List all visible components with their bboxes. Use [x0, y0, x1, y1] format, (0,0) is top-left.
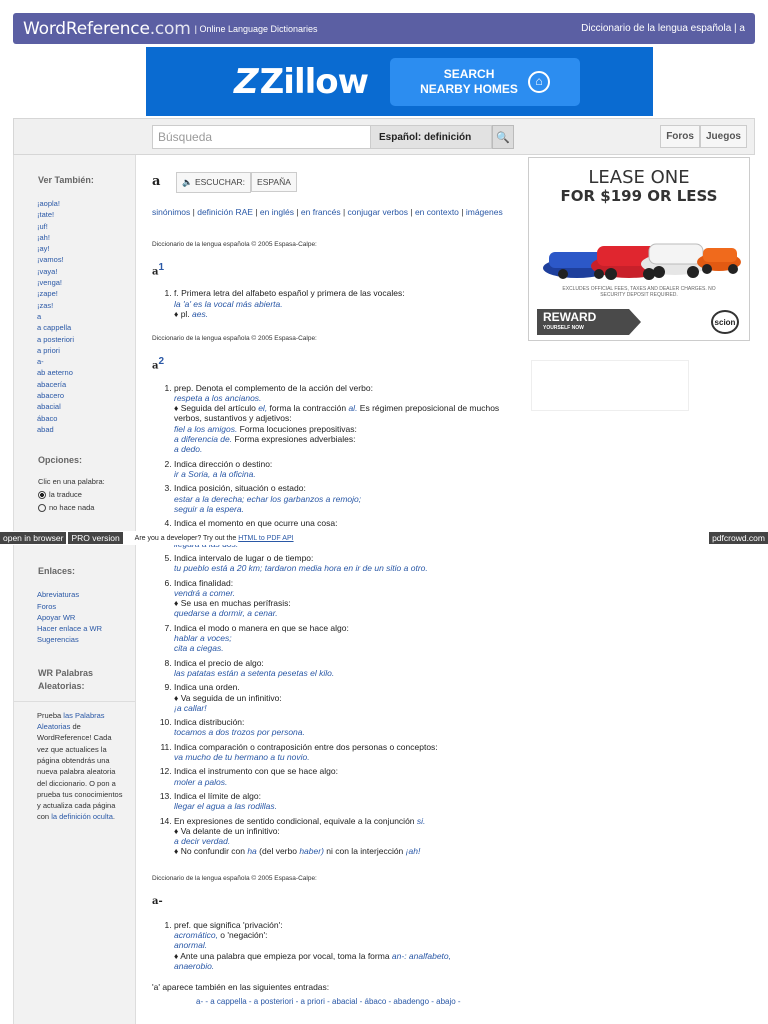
source-line: Diccionario de la lengua española © 2005 Espasa-Calpe:: [152, 335, 317, 343]
see-also-item[interactable]: [37, 243, 135, 254]
sidebar-link-item[interactable]: [37, 589, 135, 600]
see-also-item[interactable]: [37, 266, 135, 277]
see-also-item[interactable]: [37, 356, 135, 367]
entry-body: [152, 241, 514, 1006]
zillow-btn-line2: NEARBY HOMES: [420, 81, 518, 96]
sidebar-link[interactable]: Hacer enlace a WR: [37, 624, 103, 634]
links-list: [14, 589, 135, 645]
entry-links: sinónimos | definición RAE | en inglés | en francés | conjugar verbos | en contexto | imágenes: [152, 207, 503, 217]
see-also-link[interactable]: ab aeterno: [37, 368, 73, 378]
top-bar: [13, 13, 755, 44]
see-also-link[interactable]: ¡tate!: [37, 210, 55, 220]
sidebar-link[interactable]: Apoyar WR: [37, 612, 76, 622]
definition: 13. Indica el límite de algo: llegar el agua a las rodillas.: [174, 791, 514, 812]
reward-sub: YOURSELF NOW: [543, 325, 584, 331]
definition: 11. Indica comparación o contraposición entre dos personas o conceptos: va mucho de tu hermano a tu novio.: [174, 742, 514, 763]
zillow-search-button[interactable]: [390, 58, 580, 106]
see-also-list: [14, 198, 135, 435]
headword-2: [152, 356, 514, 371]
hidden-definition-link[interactable]: la definición oculta: [51, 812, 113, 822]
see-also-link[interactable]: a cappella: [37, 323, 72, 333]
see-also-link[interactable]: abacería: [37, 379, 67, 389]
scion-fine-print: EXCLUDES OFFICIAL FEES, TAXES AND DEALER CHARGES. NO SECURITY DEPOSIT REQUIRED.: [562, 286, 716, 298]
search-bar: [13, 118, 755, 155]
divider: [14, 701, 135, 702]
top-tabs: [660, 125, 747, 148]
random-words-link[interactable]: las Palabras Aleatorias: [37, 710, 105, 732]
search-icon: 🔍: [496, 131, 510, 144]
options-heading: Opciones:: [38, 455, 83, 466]
see-also-link[interactable]: abacero: [37, 391, 65, 401]
sidebar-link-item[interactable]: [37, 623, 135, 634]
site-logo[interactable]: [23, 19, 191, 39]
option-translate-label: la traduce: [49, 490, 82, 500]
see-also-item[interactable]: [37, 413, 135, 424]
definition: 7. Indica el modo o manera en que se hace algo: hablar a voces; cita a ciegas.: [174, 623, 514, 654]
see-also-item[interactable]: [37, 288, 135, 299]
scion-ad[interactable]: [528, 157, 750, 341]
see-also-link[interactable]: a posteriori: [37, 334, 75, 344]
definition: 14. En expresiones de sentido condicional, equivale a la conjunción si. ♦ Va delante de un infinitivo: a decir verdad. ♦ No confundir con ha (del verbo haber) ni con la interjección ¡ah!: [174, 816, 514, 857]
search-input[interactable]: Búsqueda: [152, 125, 378, 149]
see-also-link[interactable]: ¡vaya!: [37, 266, 58, 276]
link-rae[interactable]: definición RAE: [197, 207, 253, 217]
also-appears: 'a' aparece también en las siguientes entradas:: [152, 982, 330, 993]
reward-button[interactable]: [537, 309, 629, 335]
see-also-item[interactable]: [37, 254, 135, 265]
pro-version-button[interactable]: PRO version: [68, 532, 122, 544]
see-also-item[interactable]: [37, 198, 135, 209]
see-also-item[interactable]: [37, 232, 135, 243]
source-line: Diccionario de la lengua española © 2005 Espasa-Calpe:: [152, 241, 317, 248]
definition: 9. Indica una orden. ♦ Va seguida de un infinitivo: ¡a callar!: [174, 682, 514, 713]
see-also-link[interactable]: a-: [37, 357, 44, 367]
definition: 8. Indica el precio de algo: las patatas están a setenta pesetas el kilo.: [174, 658, 514, 679]
html-to-pdf-link[interactable]: HTML to PDF API: [238, 534, 294, 542]
random-text-1: Prueba: [37, 710, 64, 720]
link-conjugate[interactable]: conjugar verbos: [347, 207, 409, 217]
see-also-link[interactable]: ¡zape!: [37, 289, 58, 299]
dictionary-select[interactable]: Español: definición: [370, 125, 492, 149]
see-also-link[interactable]: ¡uf!: [37, 221, 48, 231]
random-text-2: de WordReference! Cada vez que actualices la página obtendrás una nueva palabra aleatoria del diccionario. O pon a prueba tus conocimientos y actualiza cada página con: [37, 722, 123, 822]
see-also-link[interactable]: ¡ay!: [37, 244, 50, 254]
link-synonyms[interactable]: sinónimos: [152, 207, 191, 217]
page-title: Diccionario de la lengua española | a: [581, 23, 745, 34]
definition: 4. Indica el momento en que ocurre una cosa:: [174, 518, 514, 549]
cars-image: [537, 224, 743, 284]
sidebar-link[interactable]: Abreviaturas: [37, 590, 80, 600]
definitions-1: [152, 288, 514, 319]
tagline: | Online Language Dictionaries: [194, 23, 318, 34]
definition: 5. Indica intervalo de lugar o de tiempo: tu pueblo está a 20 km; tardaron media hora en ir de un sitio a otro.: [174, 553, 514, 574]
sidebar-link-item[interactable]: [37, 634, 135, 645]
option-nothing-label: no hace nada: [49, 503, 95, 513]
see-also-item[interactable]: [37, 367, 135, 378]
see-also-item[interactable]: [37, 390, 135, 401]
link-english[interactable]: en inglés: [259, 207, 294, 217]
see-also-item[interactable]: [37, 221, 135, 232]
open-in-browser-button[interactable]: open in browser: [0, 532, 66, 544]
link-images[interactable]: imágenes: [465, 207, 503, 217]
pdfcrowd-promo: Are you a developer? Try out the HTML to PDF API: [134, 534, 294, 542]
see-also-item[interactable]: [37, 311, 135, 322]
see-also-item[interactable]: [37, 401, 135, 412]
click-option-label: Clic en una palabra:: [38, 477, 105, 487]
see-also-item[interactable]: [37, 209, 135, 220]
definition: 10. Indica distribución: tocamos a dos trozos por persona.: [174, 717, 514, 738]
scion-logo: scion: [711, 310, 739, 334]
logo-text: WordReference: [23, 18, 150, 39]
definitions-2: [152, 383, 514, 857]
definition: 1. prep. Denota el complemento de la acción del verbo: respeta a los ancianos. ♦ Seguida del artículo el, forma la contracción al. Es régimen preposicional de muchos verbos, sustantivos y adjetivos: fiel a los amigos. Forma locuciones prepositivas: a diferencia de. Forma expresiones adverbiales: a dedo.: [174, 383, 514, 455]
sidebar-link-item[interactable]: [37, 601, 135, 612]
pdfcrowd-link[interactable]: pdfcrowd.com: [709, 532, 768, 544]
search-button[interactable]: [492, 125, 514, 149]
tab-juegos[interactable]: Juegos: [700, 125, 747, 148]
zillow-logo: [234, 62, 368, 102]
headword-2-text: a: [152, 360, 159, 372]
see-also-item[interactable]: [37, 300, 135, 311]
see-also-item[interactable]: [37, 322, 135, 333]
radio-selected-icon[interactable]: [38, 491, 46, 499]
headword-1: [152, 262, 514, 277]
see-also-link[interactable]: abacial: [37, 402, 61, 412]
see-also-item[interactable]: [37, 345, 135, 356]
see-also-link[interactable]: ¡aopla!: [37, 199, 60, 208]
logo-com: .com: [149, 18, 191, 39]
zillow-logo-text: Zillow: [259, 61, 369, 102]
definition: 6. Indica finalidad: vendrá a comer. ♦ Se usa en muchas perífrasis: quedarse a dormir, a cenar.: [174, 578, 514, 619]
definition: 3. Indica posición, situación o estado: estar a la derecha; echar los garbanzos a remojo; seguir a la espera.: [174, 483, 514, 514]
random-text-3: .: [112, 812, 115, 822]
reward-label: REWARD: [543, 310, 597, 324]
see-also-link[interactable]: ¡zas!: [37, 300, 54, 310]
headword-1-sup: 1: [158, 262, 165, 273]
source-line: Diccionario de la lengua española © 2005 Espasa-Calpe:: [152, 874, 317, 882]
listen-controls: [176, 172, 297, 193]
see-also-item[interactable]: [37, 379, 135, 390]
link-context[interactable]: en contexto: [414, 207, 459, 217]
speaker-icon: 🔈: [182, 177, 193, 187]
see-also-link[interactable]: a priori: [37, 345, 60, 355]
headword-3: a-: [152, 895, 163, 907]
option-translate[interactable]: [14, 488, 135, 501]
see-also-item[interactable]: [37, 277, 135, 288]
definition: 1. pref. que significa 'privación': acromático, o 'negación': anormal. ♦ Ante una palabra que empieza por vocal, toma la forma an-: analfabeto, anaerobio.: [174, 920, 514, 971]
see-also-link[interactable]: a: [37, 311, 42, 321]
zillow-z-icon: Z: [234, 61, 258, 102]
definition: 1. f. Primera letra del alfabeto español y primera de las vocales: la 'a' es la vocal más abierta. ♦ pl. aes.: [174, 288, 514, 319]
links-heading: Enlaces:: [38, 566, 76, 577]
scion-headline-2: FOR $199 OR LESS: [560, 187, 718, 205]
arrow-icon: [629, 309, 641, 335]
also-links[interactable]: a- - a cappella - a posteriori - a priori - abacial - ábaco - abadengo - abajo -: [196, 997, 461, 1007]
see-also-item[interactable]: [37, 424, 135, 435]
left-sidebar: [13, 155, 136, 1024]
see-also-link[interactable]: ábaco: [37, 413, 58, 423]
radio-icon[interactable]: [38, 504, 46, 512]
random-text: [14, 710, 135, 823]
see-also-link[interactable]: ¡ah!: [37, 232, 50, 242]
see-also-item[interactable]: [37, 334, 135, 345]
headword-1-text: a: [152, 266, 159, 278]
entry-word: a: [152, 174, 161, 189]
definitions-3: [152, 920, 514, 971]
see-also-heading: Ver También:: [38, 175, 94, 185]
scion-headline-1: LEASE ONE: [588, 167, 690, 188]
listen-label: ESCUCHAR:: [194, 177, 246, 187]
region-select[interactable]: ESPAÑA: [251, 172, 297, 192]
ad-placeholder: [531, 360, 689, 411]
see-also-link[interactable]: ¡vamos!: [37, 255, 64, 265]
see-also-link[interactable]: abad: [37, 424, 54, 434]
definition: 2. Indica dirección o destino: ir a Soria, a la oficina.: [174, 459, 514, 480]
link-french[interactable]: en francés: [300, 207, 341, 217]
zillow-btn-line1: SEARCH: [443, 66, 495, 81]
option-nothing[interactable]: [14, 501, 135, 514]
sidebar-link-item[interactable]: [37, 612, 135, 623]
zillow-ad[interactable]: [146, 47, 653, 116]
random-heading: WR Palabras Aleatorias:: [38, 667, 94, 691]
headword-2-sup: 2: [158, 356, 165, 368]
see-also-link[interactable]: ¡venga!: [37, 278, 63, 288]
definition: 12. Indica el instrumento con que se hace algo: moler a palos.: [174, 766, 514, 787]
sidebar-link[interactable]: Foros: [37, 601, 57, 611]
sidebar-link[interactable]: Sugerencias: [37, 635, 79, 645]
home-icon: ⌂: [528, 71, 550, 93]
tab-foros[interactable]: Foros: [660, 125, 700, 148]
pdfcrowd-bar: [0, 531, 768, 545]
speaker-button[interactable]: [176, 172, 251, 193]
